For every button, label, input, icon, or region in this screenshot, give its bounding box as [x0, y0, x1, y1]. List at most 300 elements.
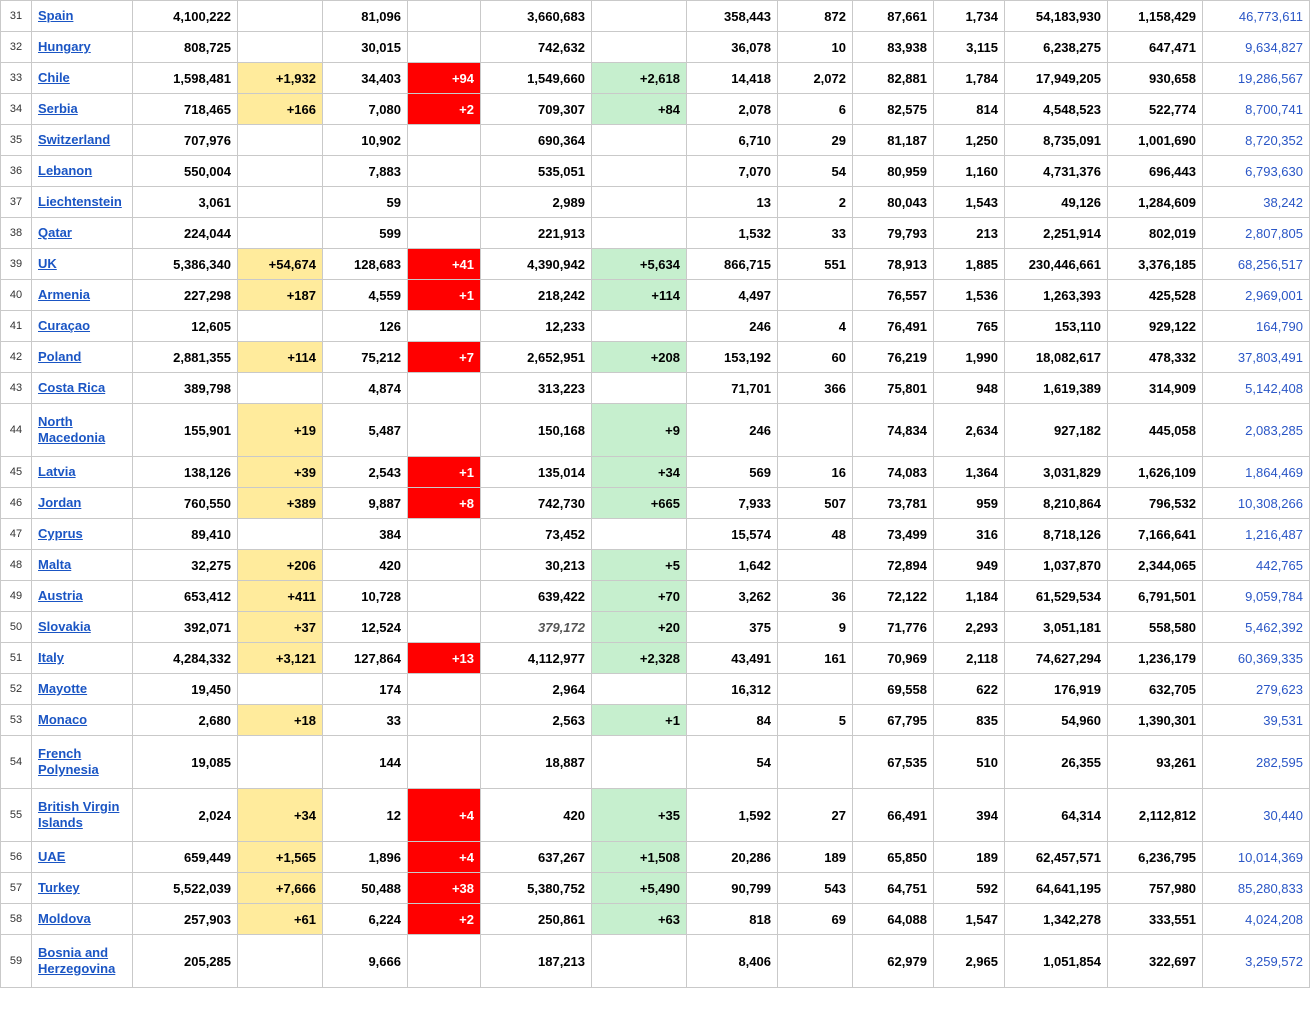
population: 46,773,611 [1203, 1, 1310, 32]
new-deaths [408, 125, 481, 156]
active-cases: 7,933 [687, 488, 778, 519]
total-deaths: 9,666 [323, 935, 408, 988]
total-deaths: 33 [323, 705, 408, 736]
tests-per-million: 1,158,429 [1108, 1, 1203, 32]
total-cases: 257,903 [133, 904, 238, 935]
total-tests: 3,051,181 [1005, 612, 1108, 643]
serious-critical: 10 [778, 32, 853, 63]
country-link[interactable] [32, 612, 133, 643]
country-link[interactable] [32, 705, 133, 736]
table-row [1, 519, 1310, 550]
total-cases: 19,450 [133, 674, 238, 705]
new-cases: +187 [238, 280, 323, 311]
cases-per-million: 76,491 [853, 311, 934, 342]
table-row [1, 311, 1310, 342]
cases-per-million: 87,661 [853, 1, 934, 32]
serious-critical: 33 [778, 218, 853, 249]
country-name[interactable]: Slovakia [38, 619, 91, 635]
serious-critical: 366 [778, 373, 853, 404]
new-recovered: +35 [592, 789, 687, 842]
total-recovered: 150,168 [481, 404, 592, 457]
active-cases: 7,070 [687, 156, 778, 187]
total-recovered: 379,172 [481, 612, 592, 643]
new-cases: +61 [238, 904, 323, 935]
table-row [1, 249, 1310, 280]
country-name[interactable]: Serbia [38, 101, 78, 117]
tests-per-million: 3,376,185 [1108, 249, 1203, 280]
total-recovered: 135,014 [481, 457, 592, 488]
cases-per-million: 64,088 [853, 904, 934, 935]
country-link[interactable] [32, 789, 133, 842]
total-tests: 61,529,534 [1005, 581, 1108, 612]
new-cases: +1,932 [238, 63, 323, 94]
cases-per-million: 66,491 [853, 789, 934, 842]
total-tests: 230,446,661 [1005, 249, 1108, 280]
population: 4,024,208 [1203, 904, 1310, 935]
serious-critical [778, 935, 853, 988]
cases-per-million: 64,751 [853, 873, 934, 904]
population: 1,216,487 [1203, 519, 1310, 550]
serious-critical: 872 [778, 1, 853, 32]
total-recovered: 637,267 [481, 842, 592, 873]
active-cases: 246 [687, 311, 778, 342]
active-cases: 3,262 [687, 581, 778, 612]
total-cases: 89,410 [133, 519, 238, 550]
total-tests: 4,731,376 [1005, 156, 1108, 187]
country-link[interactable] [32, 935, 133, 988]
country-link[interactable] [32, 904, 133, 935]
new-recovered [592, 32, 687, 63]
population: 8,700,741 [1203, 94, 1310, 125]
new-deaths: +8 [408, 488, 481, 519]
cases-per-million: 73,499 [853, 519, 934, 550]
total-deaths: 10,728 [323, 581, 408, 612]
total-deaths: 30,015 [323, 32, 408, 63]
country-link[interactable] [32, 187, 133, 218]
active-cases: 818 [687, 904, 778, 935]
serious-critical: 543 [778, 873, 853, 904]
deaths-per-million: 1,885 [934, 249, 1005, 280]
country-link[interactable] [32, 674, 133, 705]
active-cases: 90,799 [687, 873, 778, 904]
country-name[interactable]: Poland [38, 349, 82, 365]
total-cases: 808,725 [133, 32, 238, 63]
population: 19,286,567 [1203, 63, 1310, 94]
total-cases: 659,449 [133, 842, 238, 873]
country-link[interactable] [32, 1, 133, 32]
population: 60,369,335 [1203, 643, 1310, 674]
country-link[interactable] [32, 280, 133, 311]
table-row [1, 187, 1310, 218]
table-row [1, 94, 1310, 125]
total-deaths: 5,487 [323, 404, 408, 457]
row-rank: 35 [1, 125, 32, 156]
tests-per-million: 929,122 [1108, 311, 1203, 342]
serious-critical: 5 [778, 705, 853, 736]
new-deaths [408, 1, 481, 32]
serious-critical: 29 [778, 125, 853, 156]
country-name[interactable]: Italy [38, 650, 65, 666]
row-rank: 37 [1, 187, 32, 218]
row-rank: 57 [1, 873, 32, 904]
tests-per-million: 2,112,812 [1108, 789, 1203, 842]
new-cases [238, 32, 323, 63]
table-row [1, 789, 1310, 842]
tests-per-million: 333,551 [1108, 904, 1203, 935]
total-recovered: 4,390,942 [481, 249, 592, 280]
total-recovered: 221,913 [481, 218, 592, 249]
table-row [1, 488, 1310, 519]
deaths-per-million: 959 [934, 488, 1005, 519]
country-link[interactable] [32, 63, 133, 94]
country-link[interactable] [32, 736, 133, 789]
total-tests: 176,919 [1005, 674, 1108, 705]
country-link[interactable] [32, 32, 133, 63]
new-cases [238, 373, 323, 404]
country-link[interactable] [32, 249, 133, 280]
new-recovered [592, 373, 687, 404]
country-link[interactable] [32, 218, 133, 249]
total-tests: 18,082,617 [1005, 342, 1108, 373]
total-tests: 64,641,195 [1005, 873, 1108, 904]
total-cases: 653,412 [133, 581, 238, 612]
country-link[interactable] [32, 457, 133, 488]
total-recovered: 639,422 [481, 581, 592, 612]
row-rank: 47 [1, 519, 32, 550]
country-link[interactable] [32, 125, 133, 156]
active-cases: 13 [687, 187, 778, 218]
serious-critical: 27 [778, 789, 853, 842]
new-deaths [408, 736, 481, 789]
country-name[interactable]: Qatar [38, 225, 72, 241]
total-cases: 224,044 [133, 218, 238, 249]
country-name[interactable]: Monaco [38, 712, 88, 728]
tests-per-million: 2,344,065 [1108, 550, 1203, 581]
table-row [1, 125, 1310, 156]
new-recovered: +208 [592, 342, 687, 373]
country-name[interactable]: Costa Rica [38, 380, 106, 396]
serious-critical: 16 [778, 457, 853, 488]
total-cases: 227,298 [133, 280, 238, 311]
total-recovered: 2,563 [481, 705, 592, 736]
total-recovered: 2,964 [481, 674, 592, 705]
new-cases [238, 187, 323, 218]
tests-per-million: 1,236,179 [1108, 643, 1203, 674]
cases-per-million: 76,219 [853, 342, 934, 373]
total-cases: 19,085 [133, 736, 238, 789]
new-recovered: +20 [592, 612, 687, 643]
table-row [1, 63, 1310, 94]
country-name[interactable]: Malta [38, 557, 72, 573]
population: 10,308,266 [1203, 488, 1310, 519]
cases-per-million: 78,913 [853, 249, 934, 280]
table-row [1, 550, 1310, 581]
population: 2,969,001 [1203, 280, 1310, 311]
row-rank: 34 [1, 94, 32, 125]
table-row [1, 705, 1310, 736]
country-link[interactable] [32, 550, 133, 581]
country-name[interactable]: UAE [38, 849, 66, 865]
country-name[interactable]: Liechtenstein [38, 194, 122, 210]
country-link[interactable] [32, 373, 133, 404]
total-deaths: 128,683 [323, 249, 408, 280]
deaths-per-million: 2,634 [934, 404, 1005, 457]
total-deaths: 12 [323, 789, 408, 842]
new-cases: +166 [238, 94, 323, 125]
table-row [1, 736, 1310, 789]
country-name[interactable]: Curaçao [38, 318, 91, 334]
country-name[interactable]: Jordan [38, 495, 82, 511]
active-cases: 4,497 [687, 280, 778, 311]
new-deaths: +1 [408, 457, 481, 488]
new-recovered [592, 218, 687, 249]
population: 37,803,491 [1203, 342, 1310, 373]
total-tests: 54,960 [1005, 705, 1108, 736]
row-rank: 36 [1, 156, 32, 187]
cases-per-million: 74,834 [853, 404, 934, 457]
new-deaths: +7 [408, 342, 481, 373]
new-deaths: +4 [408, 789, 481, 842]
country-name[interactable]: British Virgin Islands [38, 799, 120, 830]
active-cases: 569 [687, 457, 778, 488]
country-name[interactable]: Turkey [38, 880, 80, 896]
deaths-per-million: 2,965 [934, 935, 1005, 988]
row-rank: 58 [1, 904, 32, 935]
country-name[interactable]: Armenia [38, 287, 91, 303]
serious-critical: 2,072 [778, 63, 853, 94]
population: 30,440 [1203, 789, 1310, 842]
total-deaths: 81,096 [323, 1, 408, 32]
cases-per-million: 81,187 [853, 125, 934, 156]
population: 282,595 [1203, 736, 1310, 789]
tests-per-million: 425,528 [1108, 280, 1203, 311]
country-name[interactable]: North Macedonia [38, 414, 106, 445]
serious-critical: 189 [778, 842, 853, 873]
row-rank: 49 [1, 581, 32, 612]
new-recovered: +1,508 [592, 842, 687, 873]
deaths-per-million: 765 [934, 311, 1005, 342]
country-link[interactable] [32, 94, 133, 125]
deaths-per-million: 316 [934, 519, 1005, 550]
new-cases [238, 1, 323, 32]
cases-per-million: 80,043 [853, 187, 934, 218]
active-cases: 84 [687, 705, 778, 736]
serious-critical: 69 [778, 904, 853, 935]
total-cases: 392,071 [133, 612, 238, 643]
active-cases: 20,286 [687, 842, 778, 873]
table-row [1, 842, 1310, 873]
country-name[interactable]: Lebanon [38, 163, 93, 179]
total-deaths: 50,488 [323, 873, 408, 904]
new-cases [238, 674, 323, 705]
new-deaths [408, 218, 481, 249]
new-recovered [592, 519, 687, 550]
country-name[interactable]: French Polynesia [38, 746, 99, 777]
country-name[interactable]: Bosnia and Herzegovina [38, 945, 116, 976]
new-recovered: +70 [592, 581, 687, 612]
total-recovered: 1,549,660 [481, 63, 592, 94]
new-recovered: +1 [592, 705, 687, 736]
country-link[interactable] [32, 311, 133, 342]
active-cases: 54 [687, 736, 778, 789]
table-row [1, 457, 1310, 488]
total-tests: 17,949,205 [1005, 63, 1108, 94]
total-recovered: 4,112,977 [481, 643, 592, 674]
total-tests: 74,627,294 [1005, 643, 1108, 674]
new-deaths [408, 674, 481, 705]
new-recovered [592, 125, 687, 156]
row-rank: 56 [1, 842, 32, 873]
tests-per-million: 558,580 [1108, 612, 1203, 643]
active-cases: 375 [687, 612, 778, 643]
total-cases: 205,285 [133, 935, 238, 988]
country-name[interactable]: Mayotte [38, 681, 88, 697]
row-rank: 32 [1, 32, 32, 63]
country-link[interactable] [32, 842, 133, 873]
cases-per-million: 72,122 [853, 581, 934, 612]
country-link[interactable] [32, 581, 133, 612]
total-cases: 2,680 [133, 705, 238, 736]
country-name[interactable]: UK [38, 256, 57, 272]
new-deaths: +2 [408, 904, 481, 935]
total-deaths: 34,403 [323, 63, 408, 94]
new-cases [238, 218, 323, 249]
new-cases [238, 736, 323, 789]
total-deaths: 420 [323, 550, 408, 581]
deaths-per-million: 1,547 [934, 904, 1005, 935]
serious-critical: 48 [778, 519, 853, 550]
total-recovered: 742,632 [481, 32, 592, 63]
deaths-per-million: 1,250 [934, 125, 1005, 156]
deaths-per-million: 510 [934, 736, 1005, 789]
table-row [1, 342, 1310, 373]
new-cases: +18 [238, 705, 323, 736]
total-cases: 2,881,355 [133, 342, 238, 373]
new-deaths [408, 404, 481, 457]
total-deaths: 9,887 [323, 488, 408, 519]
country-name[interactable]: Hungary [38, 39, 91, 55]
total-deaths: 4,874 [323, 373, 408, 404]
total-cases: 4,100,222 [133, 1, 238, 32]
country-link[interactable] [32, 156, 133, 187]
total-deaths: 144 [323, 736, 408, 789]
total-deaths: 75,212 [323, 342, 408, 373]
cases-per-million: 79,793 [853, 218, 934, 249]
deaths-per-million: 213 [934, 218, 1005, 249]
row-rank: 52 [1, 674, 32, 705]
population: 279,623 [1203, 674, 1310, 705]
row-rank: 42 [1, 342, 32, 373]
total-cases: 760,550 [133, 488, 238, 519]
active-cases: 866,715 [687, 249, 778, 280]
country-link[interactable] [32, 643, 133, 674]
country-link[interactable] [32, 873, 133, 904]
country-link[interactable] [32, 488, 133, 519]
country-name[interactable]: Switzerland [38, 132, 111, 148]
total-recovered: 18,887 [481, 736, 592, 789]
total-recovered: 3,660,683 [481, 1, 592, 32]
total-tests: 3,031,829 [1005, 457, 1108, 488]
country-name[interactable]: Chile [38, 70, 70, 86]
cases-per-million: 74,083 [853, 457, 934, 488]
deaths-per-million: 1,784 [934, 63, 1005, 94]
country-name[interactable]: Moldova [38, 911, 91, 927]
total-cases: 718,465 [133, 94, 238, 125]
total-cases: 707,976 [133, 125, 238, 156]
total-tests: 153,110 [1005, 311, 1108, 342]
total-cases: 4,284,332 [133, 643, 238, 674]
tests-per-million: 314,909 [1108, 373, 1203, 404]
deaths-per-million: 622 [934, 674, 1005, 705]
new-deaths: +4 [408, 842, 481, 873]
population: 5,142,408 [1203, 373, 1310, 404]
tests-per-million: 522,774 [1108, 94, 1203, 125]
serious-critical: 507 [778, 488, 853, 519]
total-recovered: 420 [481, 789, 592, 842]
cases-per-million: 80,959 [853, 156, 934, 187]
new-recovered [592, 311, 687, 342]
country-link[interactable] [32, 342, 133, 373]
new-recovered: +5 [592, 550, 687, 581]
new-recovered: +2,328 [592, 643, 687, 674]
total-tests: 2,251,914 [1005, 218, 1108, 249]
total-recovered: 73,452 [481, 519, 592, 550]
tests-per-million: 632,705 [1108, 674, 1203, 705]
population: 2,083,285 [1203, 404, 1310, 457]
serious-critical [778, 550, 853, 581]
new-recovered [592, 1, 687, 32]
country-name[interactable]: Austria [38, 588, 83, 604]
row-rank: 59 [1, 935, 32, 988]
total-deaths: 10,902 [323, 125, 408, 156]
new-deaths: +13 [408, 643, 481, 674]
active-cases: 43,491 [687, 643, 778, 674]
new-cases [238, 125, 323, 156]
table-row [1, 581, 1310, 612]
total-cases: 32,275 [133, 550, 238, 581]
country-link[interactable] [32, 519, 133, 550]
new-recovered: +84 [592, 94, 687, 125]
deaths-per-million: 1,184 [934, 581, 1005, 612]
serious-critical [778, 736, 853, 789]
serious-critical: 2 [778, 187, 853, 218]
new-cases: +389 [238, 488, 323, 519]
new-cases: +19 [238, 404, 323, 457]
total-tests: 927,182 [1005, 404, 1108, 457]
total-recovered: 742,730 [481, 488, 592, 519]
population: 38,242 [1203, 187, 1310, 218]
new-recovered: +2,618 [592, 63, 687, 94]
new-deaths: +1 [408, 280, 481, 311]
row-rank: 38 [1, 218, 32, 249]
active-cases: 153,192 [687, 342, 778, 373]
country-link[interactable] [32, 404, 133, 457]
row-rank: 40 [1, 280, 32, 311]
new-deaths [408, 519, 481, 550]
table-row [1, 280, 1310, 311]
country-name[interactable]: Cyprus [38, 526, 83, 542]
total-tests: 4,548,523 [1005, 94, 1108, 125]
country-name[interactable]: Latvia [38, 464, 76, 480]
country-name[interactable]: Spain [38, 8, 74, 24]
row-rank: 46 [1, 488, 32, 519]
new-deaths [408, 373, 481, 404]
deaths-per-million: 592 [934, 873, 1005, 904]
total-cases: 155,901 [133, 404, 238, 457]
new-recovered: +114 [592, 280, 687, 311]
new-recovered [592, 156, 687, 187]
active-cases: 1,592 [687, 789, 778, 842]
